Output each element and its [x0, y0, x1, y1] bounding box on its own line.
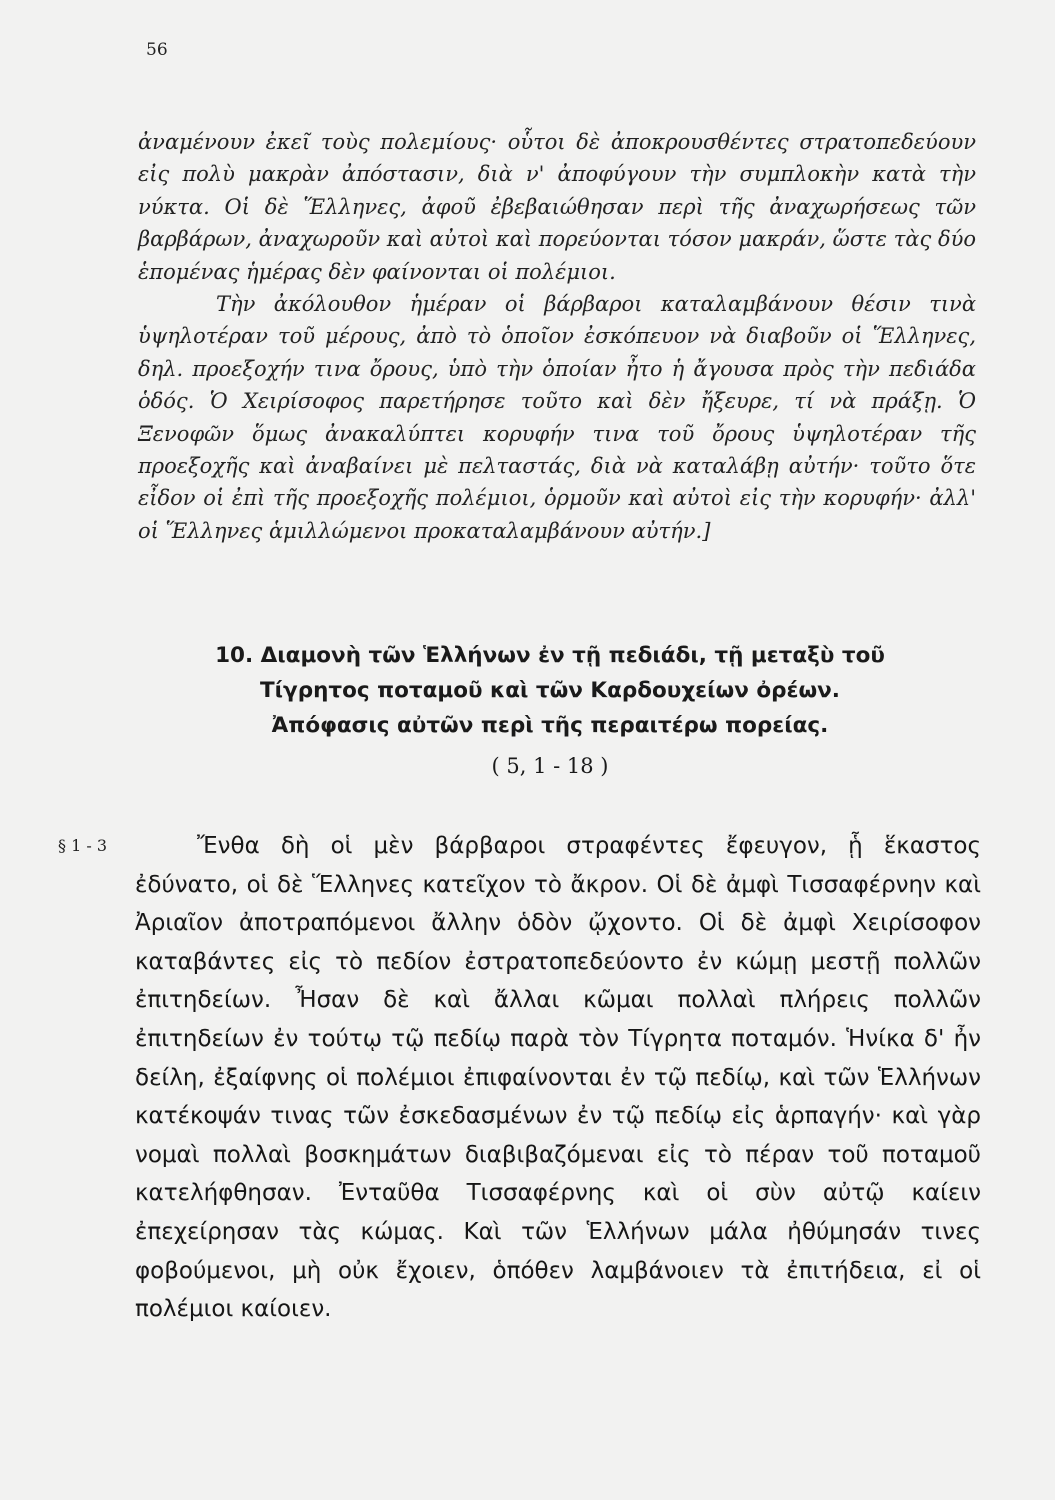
summary-paragraph-1: ἀναμένουν ἐκεῖ τοὺς πολεμίους· οὗτοι δὲ ἀποκρουσθέντες στρατοπεδεύουν εἰς πολὺ μακρὰν ἀπόστασιν, διὰ ν' ἀποφύγουν τὴν συμπλοκὴν κατὰ τὴν νύκτα. Οἱ δὲ Ἕλληνες, ἀφοῦ ἐβεβαιώθησαν περὶ τῆς ἀναχωρήσεως τῶν βαρβάρων, ἀναχωροῦν καὶ αὐτοὶ καὶ πορεύονται τόσον μακράν, ὥστε τὰς δύο ἑπομένας ἡμέρας δὲν φαίνονται οἱ πολέμιοι.	[138, 130, 976, 284]
paragraph-marker: § 1 - 3	[58, 836, 108, 855]
main-text-paragraph: Ἔνθα δὴ οἱ μὲν βάρβαροι στραφέντες ἔφευγον, ᾗ ἕκαστος ἐδύνατο, οἱ δὲ Ἕλληνες κατεῖχον τὸ ἄκρον. Οἱ δὲ ἀμφὶ Τισσαφέρνην καὶ Ἀριαῖον ἀποτραπόμενοι ἄλλην ὁδὸν ᾤχοντο. Οἱ δὲ ἀμφὶ Χειρίσοφον καταβάντες εἰς τὸ πεδίον ἐστρατοπεδεύοντο ἐν κώμῃ μεστῇ πολλῶν ἐπιτηδείων. Ἦσαν δὲ καὶ ἄλλαι κῶμαι πολλαὶ πλήρεις πολλῶν ἐπιτηδείων ἐν τούτῳ τῷ πεδίῳ παρὰ τὸν Τίγρητα ποταμόν. Ἡνίκα δ' ἦν δείλη, ἐξαίφνης οἱ πολέμιοι ἐπιφαίνονται ἐν τῷ πεδίῳ, καὶ τῶν Ἑλλήνων κατέκοψάν τινας τῶν ἐσκεδασμένων ἐν τῷ πεδίῳ εἰς ἁρπαγήν· καὶ γὰρ νομαὶ πολλαὶ βοσκημάτων διαβιβαζόμεναι εἰς τὸ πέραν τοῦ ποταμοῦ κατελήφθησαν. Ἐνταῦθα Τισσαφέρνης καὶ οἱ σὺν αὐτῷ καίειν ἐπεχείρησαν τὰς κώμας. Καὶ τῶν Ἑλλήνων μάλα ἠθύμησάν τινες φοβούμενοι, μὴ οὐκ ἔχοιεν, ὁπόθεν λαμβάνοιεν τὰ ἐπιτήδεια, εἰ οἱ πολέμιοι καίοιεν.	[135, 833, 981, 1323]
summary-block	[138, 126, 976, 547]
section-reference: ( 5, 1 - 18 )	[491, 754, 609, 778]
section-heading	[150, 638, 950, 784]
section-heading-line-2: Τίγρητος ποταμοῦ καὶ τῶν Καρδουχείων ὀρέων.	[260, 678, 840, 703]
section-heading-line-1: 10. Διαμονὴ τῶν Ἑλλήνων ἐν τῇ πεδιάδι, τῇ μεταξὺ τοῦ	[215, 643, 885, 668]
section-heading-line-3: Ἀπόφασις αὐτῶν περὶ τῆς περαιτέρω πορείας.	[271, 713, 829, 738]
summary-paragraph-2: Τὴν ἀκόλουθον ἡμέραν οἱ βάρβαροι καταλαμβάνουν θέσιν τινὰ ὑψηλοτέραν τοῦ μέρους, ἀπὸ τὸ ὁποῖον ἐσκόπευον νὰ διαβοῦν οἱ Ἕλληνες, δηλ. προεξοχήν τινα ὄρους, ὑπὸ τὴν ὁποίαν ἦτο ἡ ἄγουσα πρὸς τὴν πεδιάδα ὁδός. Ὁ Χειρίσοφος παρετήρησε τοῦτο καὶ δὲν ἤξευρε, τί νὰ πράξῃ. Ὁ Ξενοφῶν ὅμως ἀνακαλύπτει κορυφήν τινα τοῦ ὄρους ὑψηλοτέραν τῆς προεξοχῆς καὶ ἀναβαίνει μὲ πελταστάς, διὰ νὰ καταλάβῃ αὐτήν· τοῦτο ὅτε εἶδον οἱ ἐπὶ τῆς προεξοχῆς πολέμιοι, ὁρμοῦν καὶ αὐτοὶ εἰς τὴν κορυφήν· ἀλλ' οἱ Ἕλληνες ἁμιλλώμενοι προκαταλαμβάνουν αὐτήν.]	[138, 292, 976, 543]
main-text-block	[135, 827, 981, 1329]
page-number: 56	[146, 40, 168, 60]
